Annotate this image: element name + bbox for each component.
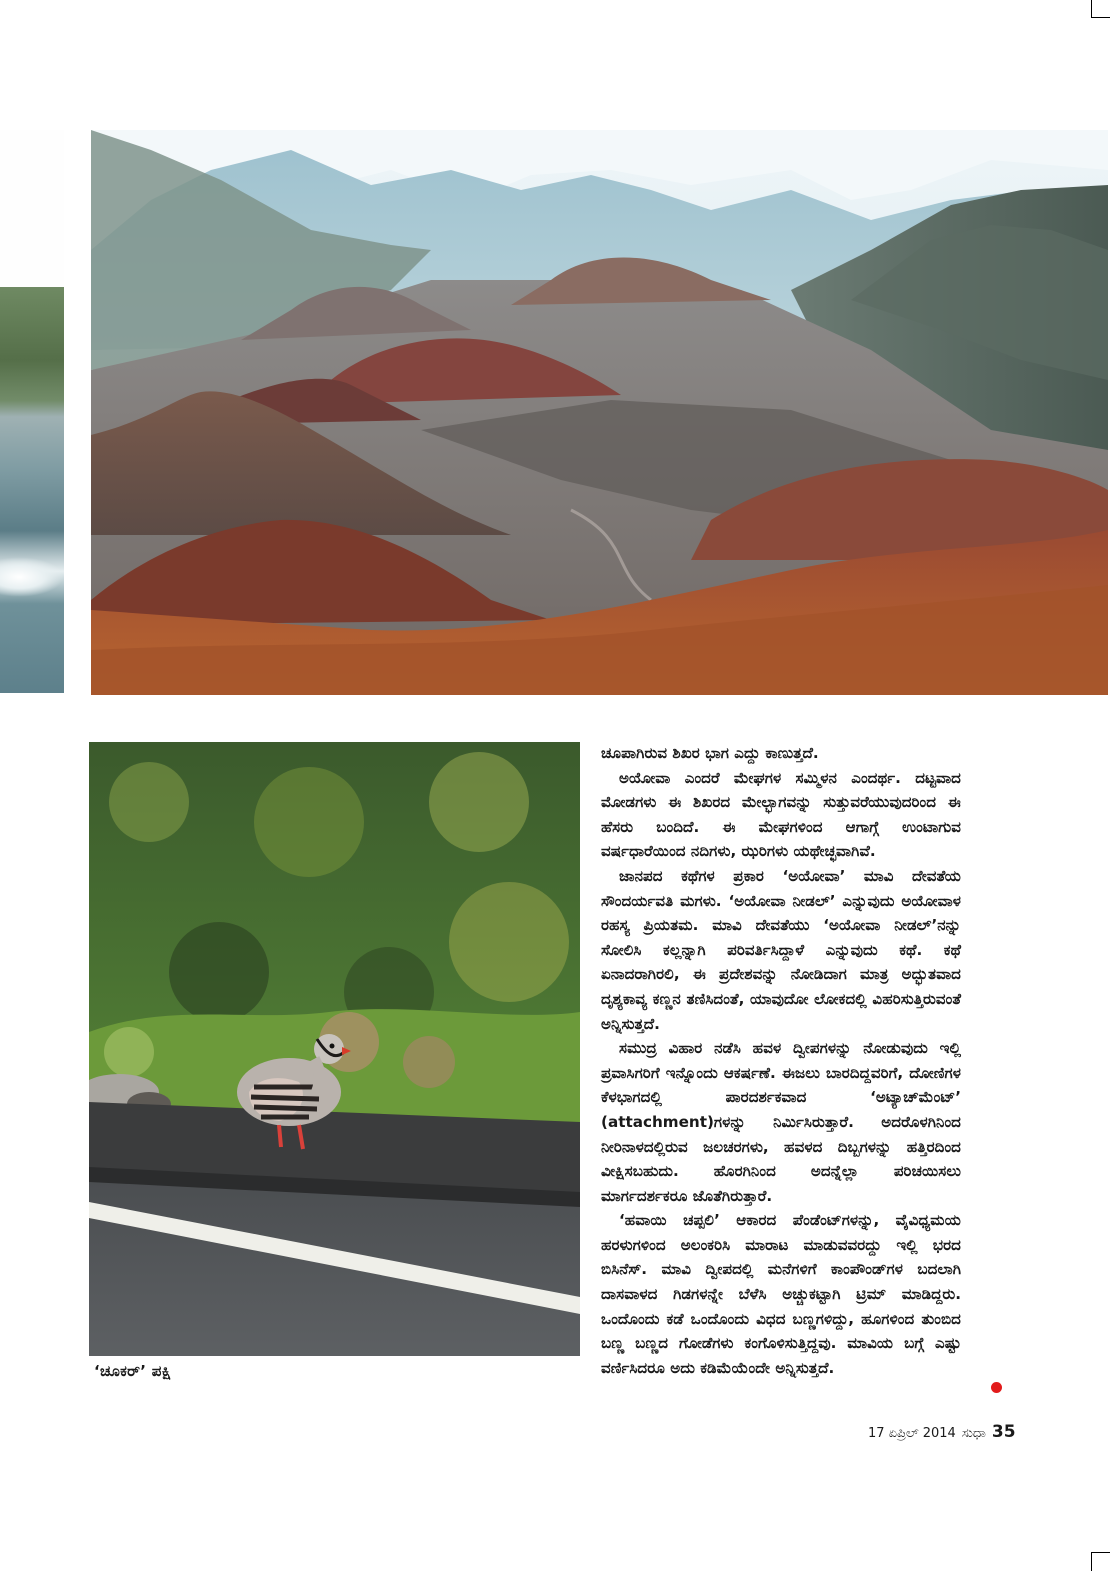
- paragraph: ಅಯೋವಾ ಎಂದರೆ ಮೇಘಗಳ ಸಮ್ಮಿಳನ ಎಂದರ್ಥ. ದಟ್ಟವಾದ ಮೋಡಗಳು ಈ ಶಿಖರದ ಮೇಲ್ಭಾಗವನ್ನು ಸುತ್ತುವರೆಯುವುದರಿಂದ ಈ ಹೆಸರು ಬಂದಿದೆ. ಈ ಮೇಘಗಳಿಂದ ಆಗಾಗ್ಗೆ ಉಂಟಾಗುವ ವರ್ಷಧಾರೆಯಿಂದ ನದಿಗಳು, ಝರಿಗಳು ಯಥೇಚ್ಛವಾಗಿವೆ.: [601, 768, 961, 861]
- magazine-name: ಸುಧಾ: [961, 1426, 986, 1441]
- page-footer: [868, 1422, 1016, 1442]
- crop-mark-bottom-right-h: [1092, 1552, 1110, 1553]
- crop-mark-top-right-v: [1091, 0, 1092, 18]
- bird-scene-illustration: [89, 742, 580, 1356]
- article-end-mark: [991, 1382, 1002, 1393]
- page-number: 35: [991, 1422, 1016, 1442]
- paragraph: ‘ಹವಾಯಿ ಚಪ್ಪಲಿ’ ಆಕಾರದ ಪೆಂಡೆಂಟ್‌ಗಳನ್ನು, ವೈವಿಧ್ಯಮಯ ಹರಳುಗಳಿಂದ ಅಲಂಕರಿಸಿ ಮಾರಾಟ ಮಾಡುವವರದ್ದು ಇಲ್ಲಿ ಭರದ ಬಿಸಿನೆಸ್. ಮಾವಿ ದ್ವೀಪದಲ್ಲಿ ಮನೆಗಳಿಗೆ ಕಾಂಪೌಂಡ್‌ಗಳ ಬದಲಾಗಿ ದಾಸವಾಳದ ಗಿಡಗಳನ್ನೇ ಬೆಳೆಸಿ ಅಚ್ಚುಕಟ್ಟಾಗಿ ಟ್ರಿಮ್ ಮಾಡಿದ್ದರು. ಒಂದೊಂದು ಕಡೆ ಒಂದೊಂದು ವಿಧದ ಬಣ್ಣಗಳಿದ್ದು, ಹೂಗಳಿಂದ ತುಂಬಿದ ಬಣ್ಣ ಬಣ್ಣದ ಗೋಡೆಗಳು ಕಂಗೊಳಿಸುತ್ತಿದ್ದವು. ಮಾವಿಯ ಬಗ್ಗೆ ಎಷ್ಟು ವರ್ಣಿಸಿದರೂ ಅದು ಕಡಿಮೆಯೆಂದೇ ಅನ್ನಿಸುತ್ತದೆ.: [601, 1211, 961, 1377]
- photo-caption: ‘ಚೂಕರ್’ ಪಕ್ಷಿ: [94, 1362, 172, 1380]
- crop-mark-bottom-right-v: [1091, 1552, 1092, 1571]
- paragraph: ಜಾನಪದ ಕಥೆಗಳ ಪ್ರಕಾರ ‘ಅಯೋವಾ’ ಮಾವಿ ದೇವತೆಯ ಸೌಂದರ್ಯವತಿ ಮಗಳು. ‘ಅಯೋವಾ ನೀಡಲ್’ ಎನ್ನುವುದು ಅಯೋವಾಳ ರಹಸ್ಯ ಪ್ರಿಯತಮ. ಮಾವಿ ದೇವತೆಯು ‘ಅಯೋವಾ ನೀಡಲ್’ನನ್ನು ಸೋಲಿಸಿ ಕಲ್ಲನ್ನಾಗಿ ಪರಿವರ್ತಿಸಿದ್ದಾಳೆ ಎನ್ನುವುದು ಕಥೆ. ಕಥೆ ಏನಾದರಾಗಿರಲಿ, ಈ ಪ್ರದೇಶವನ್ನು ನೋಡಿದಾಗ ಮಾತ್ರ ಅದ್ಭುತವಾದ ದೃಶ್ಯಕಾವ್ಯ ಕಣ್ಣನ ತಣಿಸಿದಂತೆ, ಯಾವುದೋ ಲೋಕದಲ್ಲಿ ವಿಹರಿಸುತ್ತಿರುವಂತೆ ಅನ್ನಿಸುತ್ತದೆ.: [601, 866, 961, 1033]
- issue-date: 17 ಏಪ್ರಿಲ್ 2014: [868, 1426, 956, 1441]
- volcano-illustration: [91, 130, 1108, 695]
- wave-foam: [0, 557, 64, 597]
- article-body: [601, 741, 961, 1380]
- left-photo-sky: [0, 130, 64, 287]
- paragraph: ಚೂಪಾಗಿರುವ ಶಿಖರ ಭಾಗ ಎದ್ದು ಕಾಣುತ್ತದೆ.: [601, 744, 819, 762]
- paragraph: ಸಮುದ್ರ ವಿಹಾರ ನಡೆಸಿ ಹವಳ ದ್ವೀಪಗಳನ್ನು ನೋಡುವುದು ಇಲ್ಲಿ ಪ್ರವಾಸಿಗರಿಗೆ ಇನ್ನೊಂದು ಆಕರ್ಷಣೆ. ಈಜಲು ಬಾರದಿದ್ದವರಿಗೆ, ದೋಣಿಗಳ ಕೆಳಭಾಗದಲ್ಲಿ ಪಾರದರ್ಶಕವಾದ ‘ಅಟ್ಯಾಚ್‌ಮೆಂಟ್’ (attachment)ಗಳನ್ನು ನಿರ್ಮಿಸಿರುತ್ತಾರೆ. ಅದರೊಳಗಿನಿಂದ ನೀರಿನಾಳದಲ್ಲಿರುವ ಜಲಚರಗಳು, ಹವಳದ ದಿಬ್ಬಗಳನ್ನು ಹತ್ತಿರದಿಂದ ವೀಕ್ಷಿಸಬಹುದು. ಹೊರಗಿನಿಂದ ಅದನ್ನೆಲ್ಲಾ ಪರಿಚಯಿಸಲು ಮಾರ್ಗದರ್ಶಕರೂ ಜೊತೆಗಿರುತ್ತಾರೆ.: [601, 1039, 961, 1205]
- volcano-crater-landscape-photo: [91, 130, 1108, 695]
- crop-mark-top-right-h: [1092, 17, 1110, 18]
- sea-forest-photo: [0, 287, 64, 693]
- chukar-bird-photo: [89, 742, 580, 1356]
